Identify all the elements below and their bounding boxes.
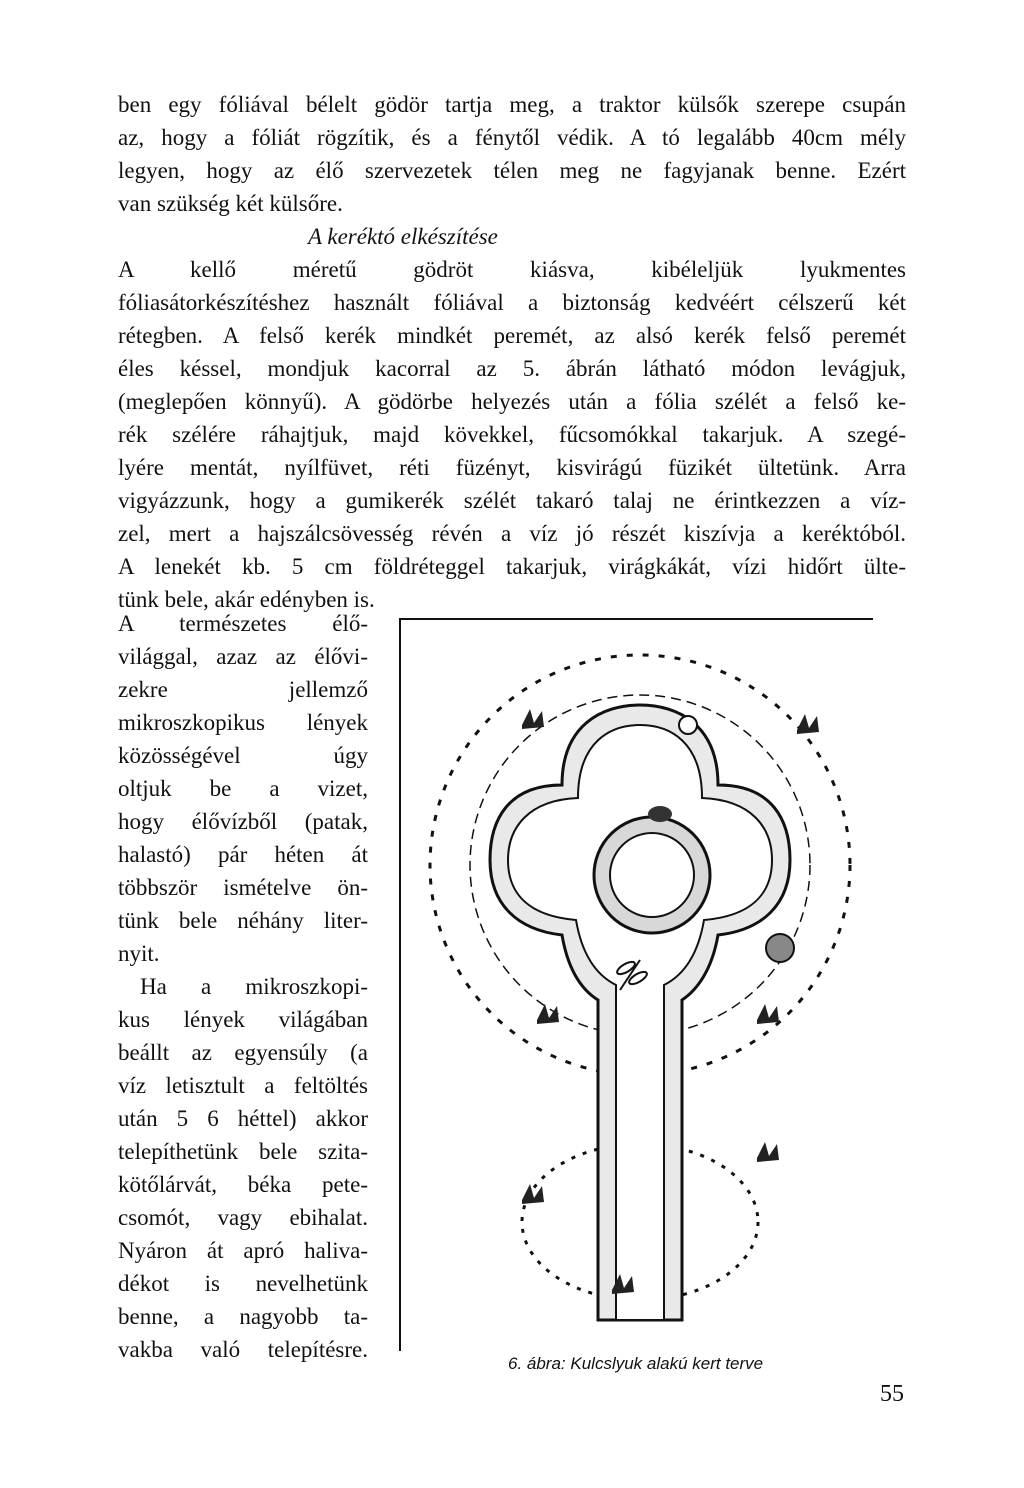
text-line: halastó) pár héten át bbox=[118, 842, 368, 867]
figure-caption: 6. ábra: Kulcslyuk alakú kert terve bbox=[508, 1354, 764, 1373]
text-line: telepíthetünk bele szita- bbox=[118, 1139, 368, 1164]
text-line: Ha a mikroszkopi- bbox=[140, 974, 368, 999]
text-line: tünk bele, akár edényben is. bbox=[118, 587, 375, 612]
text-line: oltjuk be a vizet, bbox=[118, 776, 368, 801]
frog-icon bbox=[648, 806, 672, 822]
text-line: hogy élővízből (patak, bbox=[118, 809, 368, 834]
text-line: van szükség két külsőre. bbox=[118, 191, 343, 216]
text-line: lyére mentát, nyílfüvet, réti füzényt, kisvirágú füzikét ültetünk. Arra bbox=[118, 455, 906, 480]
text-line: csomót, vagy ebihalat. bbox=[118, 1205, 368, 1230]
text-line: vigyázzunk, hogy a gumikerék szélét takaró talaj ne érintkezzen a víz- bbox=[118, 488, 906, 513]
text-line: az, hogy a fóliát rögzítik, és a fénytől védik. A tó legalább 40cm mély bbox=[118, 125, 906, 150]
text-line: beállt az egyensúly (a bbox=[118, 1040, 368, 1065]
left-column-text bbox=[118, 607, 368, 1366]
keyhole-garden-diagram bbox=[412, 630, 868, 1340]
intro-paragraph bbox=[118, 88, 906, 616]
text-line: legyen, hogy az élő szervezetek télen meg ne fagyjanak benne. Ezért bbox=[118, 158, 906, 183]
text-line: rétegben. A felső kerék mindkét peremét, az alsó kerék felső peremét bbox=[118, 323, 906, 348]
central-pond bbox=[610, 833, 694, 917]
text-line: víz letisztult a feltöltés bbox=[118, 1073, 368, 1098]
text-line: fóliasátorkészítéshez használt fóliával a biztonság kedvéért célszerű két bbox=[118, 290, 906, 315]
text-line: tünk bele néhány liter- bbox=[118, 908, 368, 933]
text-line: vakba való telepítésre. bbox=[118, 1337, 368, 1362]
text-line: éles késsel, mondjuk kacorral az 5. ábrán látható módon levágjuk, bbox=[118, 356, 906, 381]
text-line: A természetes élő- bbox=[118, 611, 368, 636]
text-line: Nyáron át apró haliva- bbox=[118, 1238, 368, 1263]
text-line: világgal, azaz az élővi- bbox=[118, 644, 368, 669]
text-line: zel, mert a hajszálcsövesség révén a víz jó részét kiszívja a keréktóból. bbox=[118, 521, 906, 546]
section-subheading: A keréktó elkészítése bbox=[308, 224, 498, 249]
text-line: nyit. bbox=[118, 941, 160, 966]
text-line: A kellő méretű gödröt kiásva, kibéleljük lyukmentes bbox=[118, 257, 906, 282]
text-line: (meglepően könnyű). A gödörbe helyezés után a fólia szélét a felső ke- bbox=[118, 389, 906, 414]
text-line: után 5 6 héttel) akkor bbox=[118, 1106, 368, 1131]
text-line: mikroszkopikus lények bbox=[118, 710, 368, 735]
text-line: többször ismételve ön- bbox=[118, 875, 368, 900]
bulb-icon bbox=[679, 716, 697, 734]
text-line: zekre jellemző bbox=[118, 677, 368, 702]
text-line: kötőlárvát, béka pete- bbox=[118, 1172, 368, 1197]
page-number: 55 bbox=[880, 1381, 904, 1407]
text-line: ben egy fóliával bélelt gödör tartja meg, a traktor külsők szerepe csupán bbox=[118, 92, 906, 117]
text-line: benne, a nagyobb ta- bbox=[118, 1304, 368, 1329]
text-line: A lenekét kb. 5 cm földréteggel takarjuk, virágkákát, vízi hidőrt ülte- bbox=[118, 554, 906, 579]
rose-icon bbox=[766, 934, 794, 962]
text-line: kus lények világában bbox=[118, 1007, 368, 1032]
text-line: rék szélére ráhajtjuk, majd kövekkel, fűcsomókkal takarjuk. A szegé- bbox=[118, 422, 906, 447]
text-line: dékot is nevelhetünk bbox=[118, 1271, 368, 1296]
text-line: közösségével úgy bbox=[118, 743, 368, 768]
